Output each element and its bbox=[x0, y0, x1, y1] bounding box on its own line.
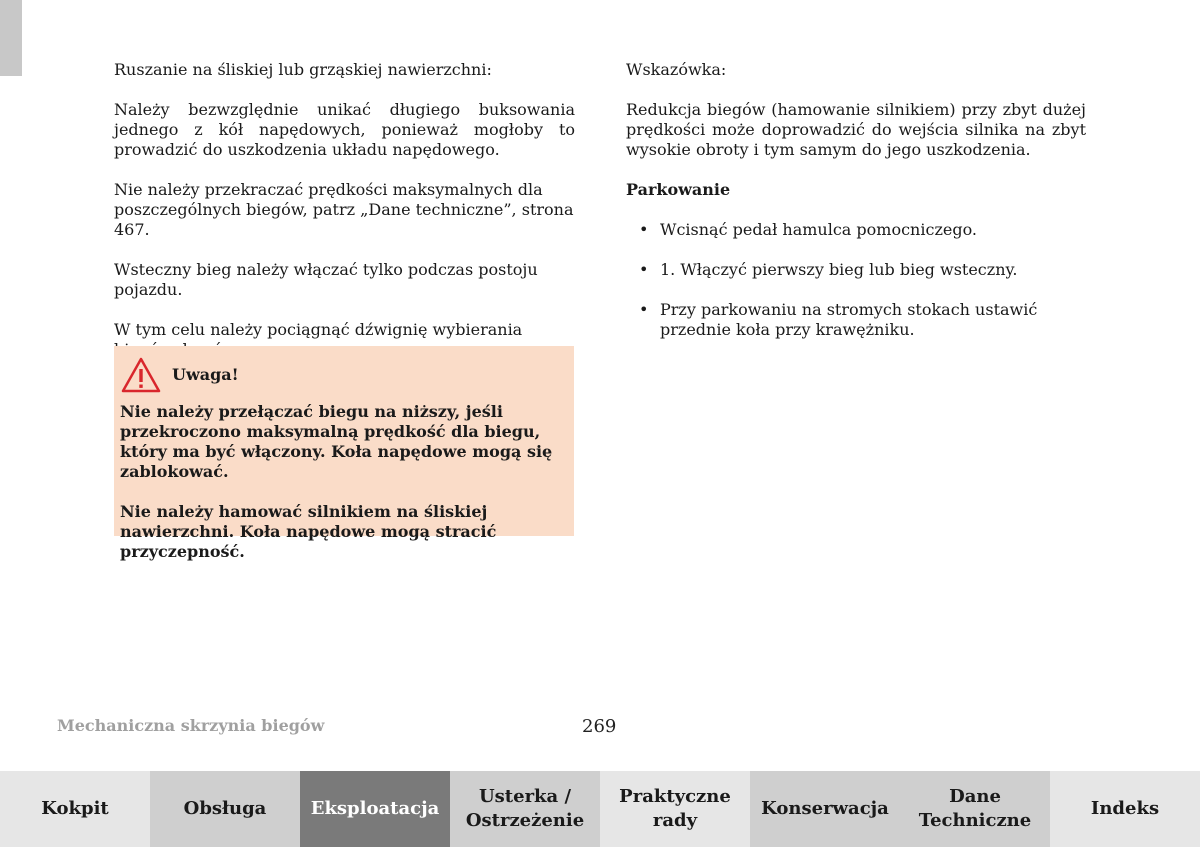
bullet-icon: • bbox=[639, 300, 649, 319]
warning-box bbox=[114, 346, 574, 561]
list-item: • Wcisnąć pedał hamulca pomocniczego. bbox=[639, 220, 978, 239]
tab-kokpit[interactable]: Kokpit bbox=[0, 771, 150, 847]
paragraph-lever-up: W tym celu należy pociągnąć dźwignię wybierania bbox=[114, 320, 523, 339]
left-column bbox=[114, 60, 575, 380]
tab-praktyczne-rady[interactable]: Praktyczne rady bbox=[600, 771, 750, 847]
tab-obsluga[interactable]: Obsługa bbox=[150, 771, 300, 847]
paragraph-reverse-gear: Wsteczny bieg należy włączać tylko podczas postoju pojazdu. bbox=[114, 260, 538, 299]
bullet-icon: • bbox=[639, 220, 649, 239]
page-number: 269 bbox=[582, 716, 617, 737]
right-column bbox=[626, 60, 1086, 360]
tab-eksploatacja[interactable]: Eksploatacja bbox=[300, 771, 450, 847]
list-item: • Przy parkowaniu na stromych stokach ustawić przednie koła przy krawężniku. bbox=[639, 300, 1038, 339]
tab-indeks[interactable]: Indeks bbox=[1050, 771, 1200, 847]
list-item: • 1. Włączyć pierwszy bieg lub bieg wsteczny. bbox=[639, 260, 1018, 279]
corner-tab-marker bbox=[0, 0, 22, 76]
warning-paragraph-engine-brake: Nie należy hamować silnikiem na śliskiej nawierzchni. Koła napędowe mogą stracić przyczepność. bbox=[120, 502, 497, 561]
bottom-nav bbox=[0, 771, 1200, 847]
note-label: Wskazówka: bbox=[626, 60, 727, 79]
paragraph-wheel-spin: Należy bezwzględnie unikać długiego buksowania jednego z kół napędowych, ponieważ mogłoby to prowadzić do uszkodzenia układu napędowego. bbox=[114, 100, 575, 159]
warning-paragraph-downshift: Nie należy przełączać biegu na niższy, jeśli przekroczono maksymalną prędkość dla biegu, który ma być włączony. Koła napędowe mogą się zablokować. bbox=[120, 402, 553, 481]
warning-triangle-icon bbox=[120, 356, 162, 394]
parking-steps-list bbox=[626, 220, 1086, 340]
paragraph-slippery-start: Ruszanie na śliskiej lub grząskiej nawierzchni: bbox=[114, 60, 492, 79]
tab-konserwacja[interactable]: Konserwacja bbox=[750, 771, 900, 847]
warning-header bbox=[120, 356, 568, 394]
warning-title: Uwaga! bbox=[172, 365, 239, 384]
tab-usterka-ostrzezenie[interactable]: Usterka / Ostrzeżenie bbox=[450, 771, 600, 847]
paragraph-max-speed: Nie należy przekraczać prędkości maksymalnych dla poszczególnych biegów, patrz „Dane techniczne”, strona 467. bbox=[114, 180, 574, 239]
note-text: Redukcja biegów (hamowanie silnikiem) przy zbyt dużej prędkości może doprowadzić do wejścia silnika na zbyt wysokie obroty i tym samym do jego uszkodzenia. bbox=[626, 100, 1086, 159]
section-heading-parking: Parkowanie bbox=[626, 180, 731, 199]
bullet-icon: • bbox=[639, 260, 649, 279]
tab-dane-techniczne[interactable]: Dane Techniczne bbox=[900, 771, 1050, 847]
footer-section-title: Mechaniczna skrzynia biegów bbox=[57, 716, 325, 735]
